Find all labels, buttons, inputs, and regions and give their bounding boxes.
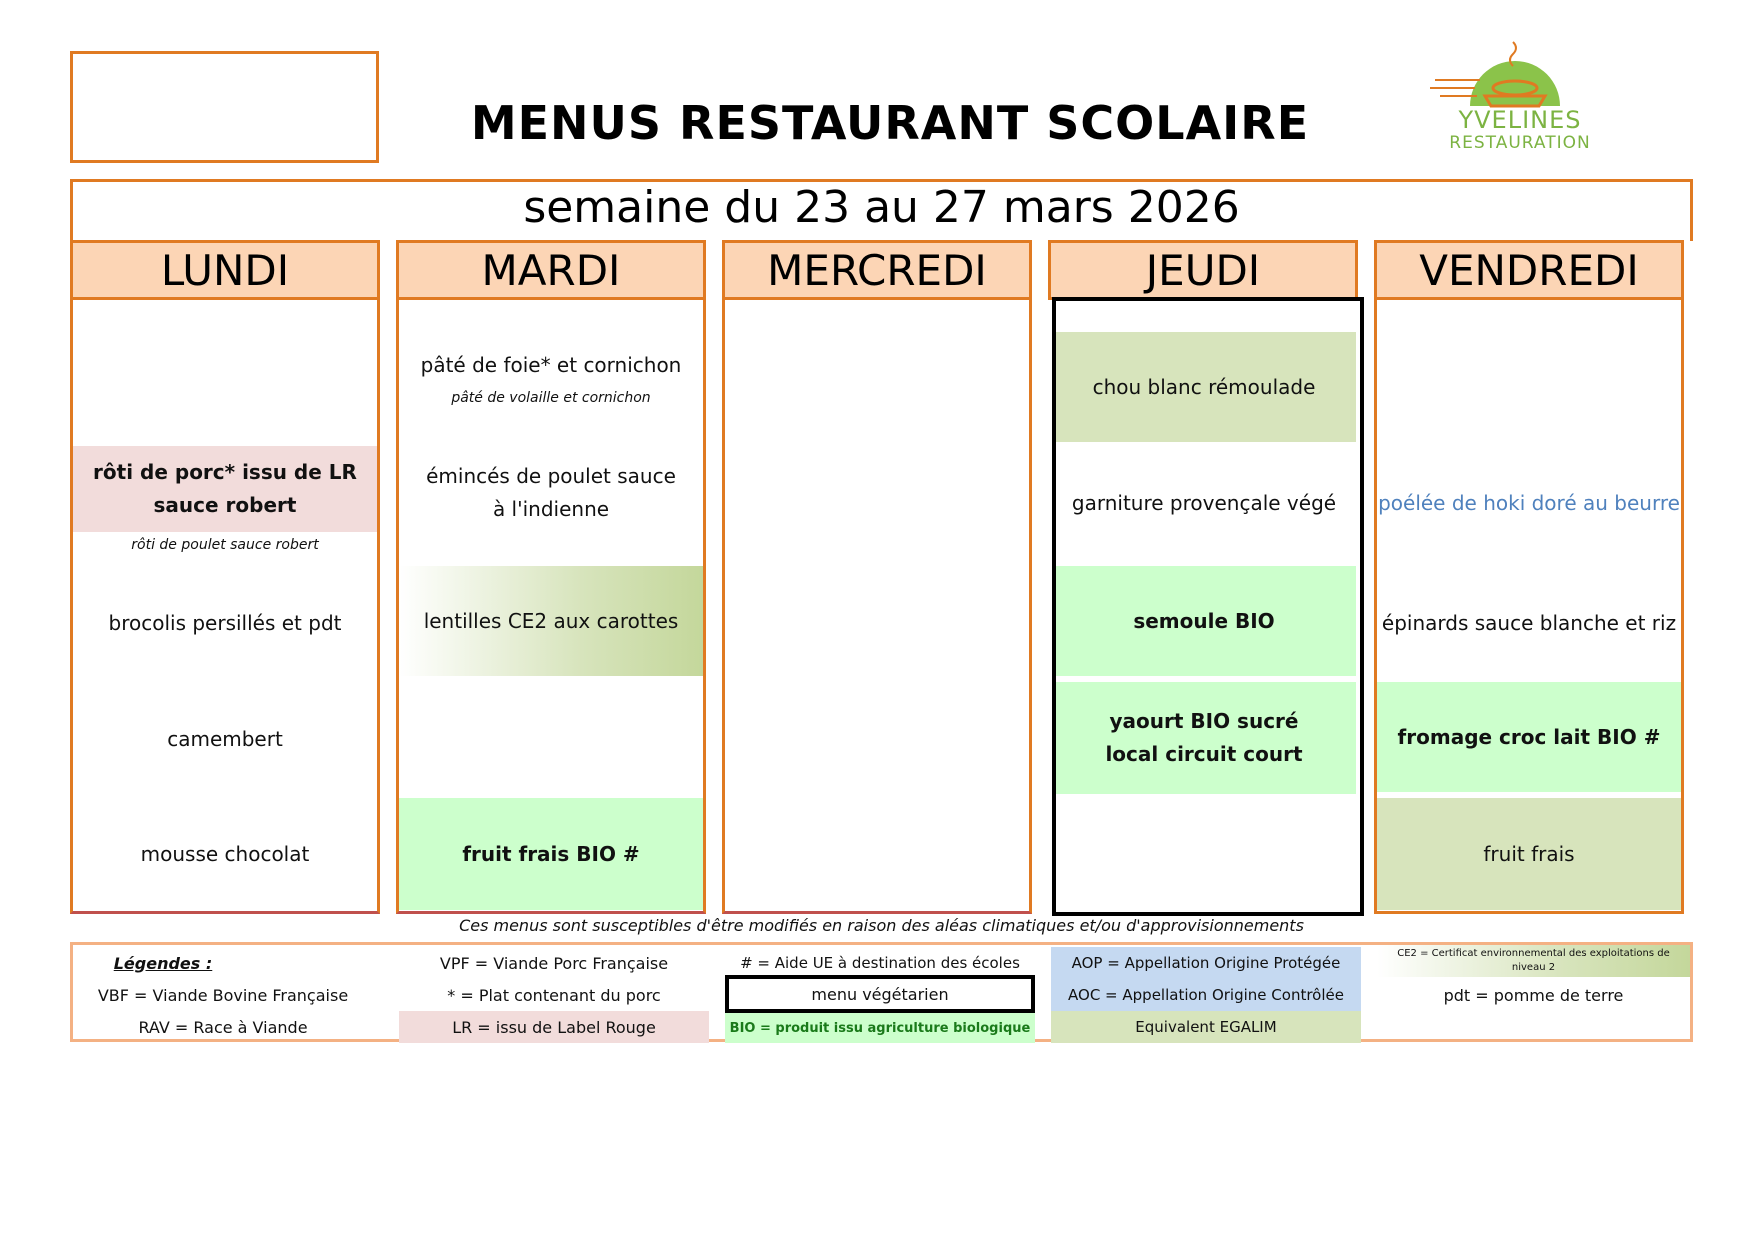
day-header-vendredi: VENDREDI: [1374, 240, 1684, 300]
day-column-mardi: [396, 240, 706, 914]
menu-item-main: rôti de porc* issu de LR sauce robert: [73, 446, 377, 532]
legend-bio: BIO = produit issu agriculture biologique: [725, 1013, 1035, 1043]
menu-item-dessert: mousse chocolat: [140, 841, 310, 866]
menu-item-main: émincés de poulet sauce à l'indienne: [426, 464, 676, 521]
menu-item-side: brocolis persillés et pdt: [108, 610, 342, 635]
legend-title: [103, 947, 223, 979]
day-column-vendredi: [1374, 240, 1684, 914]
menu-item-side: semoule BIO: [1052, 566, 1356, 676]
day-body-lundi: [70, 298, 380, 914]
legend-aide-ue: # = Aide UE à destination des écoles: [740, 954, 1020, 972]
day-body-vendredi: [1374, 298, 1684, 914]
legend-vegetarian: menu végétarien: [725, 975, 1035, 1013]
menu-item-cheese: fromage croc lait BIO #: [1377, 682, 1681, 792]
logo-line2: RESTAURATION: [1449, 133, 1591, 153]
legend-pdt: pdt = pomme de terre: [1443, 985, 1624, 1005]
legend-ce2: CE2 = Certificat environnemental des exploitations de niveau 2: [1377, 945, 1690, 977]
day-header-mardi: MARDI: [396, 240, 706, 300]
legend-title-text: Légendes :: [113, 953, 213, 973]
legend-aoc: AOC = Appellation Origine Contrôlée: [1051, 979, 1361, 1011]
week-title: semaine du 23 au 27 mars 2026: [523, 182, 1240, 233]
page-title: MENUS RESTAURANT SCOLAIRE: [470, 96, 1310, 150]
menu-item-dairy: yaourt BIO sucré local circuit court: [1052, 682, 1356, 794]
vegetarian-menu-frame: [1052, 297, 1364, 916]
legend-vpf: VPF = Viande Porc Française: [439, 953, 669, 973]
day-body-mercredi: [722, 298, 1032, 914]
legend-porc: * = Plat contenant du porc: [447, 985, 661, 1005]
logo-line1: YVELINES: [1458, 106, 1582, 134]
menu-item-starter: [399, 328, 703, 428]
blank-info-box: [70, 51, 379, 163]
day-column-lundi: [70, 240, 380, 914]
legend-rav: RAV = Race à Viande: [138, 1017, 308, 1037]
menu-item-dessert: fruit frais: [1377, 798, 1681, 910]
legend-egalim: Equivalent EGALIM: [1051, 1011, 1361, 1043]
day-header-lundi: LUNDI: [70, 240, 380, 300]
disclaimer-notice: Ces menus sont susceptibles d'être modifiés en raison des aléas climatiques et/ou d'approvisionnements: [459, 916, 1304, 935]
day-header-mercredi: MERCREDI: [722, 240, 1032, 300]
menu-item-main: garniture provençale végé: [1071, 490, 1337, 515]
day-header-jeudi: JEUDI: [1048, 240, 1358, 300]
menu-item-side: épinards sauce blanche et riz: [1381, 610, 1677, 635]
legend-label-rouge: LR = issu de Label Rouge: [399, 1011, 709, 1043]
menu-item-main: poélée de hoki doré au beurre: [1378, 490, 1680, 515]
legend-vbf: VBF = Viande Bovine Française: [97, 985, 349, 1005]
menu-item-cheese: camembert: [167, 726, 283, 751]
starter-alt-label: pâté de volaille et cornichon: [451, 389, 651, 406]
day-body-mardi: [396, 298, 706, 914]
starter-label: pâté de foie* et cornichon: [420, 352, 682, 377]
legend-panel: [70, 942, 1693, 1042]
day-column-mercredi: [722, 240, 1032, 914]
menu-item-main-alt: rôti de poulet sauce robert: [131, 537, 319, 553]
menu-item-dessert: fruit frais BIO #: [399, 798, 703, 910]
menu-item-side: lentilles CE2 aux carottes: [399, 566, 703, 676]
legend-aop: AOP = Appellation Origine Protégée: [1051, 947, 1361, 979]
menu-item-starter: chou blanc rémoulade: [1052, 332, 1356, 442]
